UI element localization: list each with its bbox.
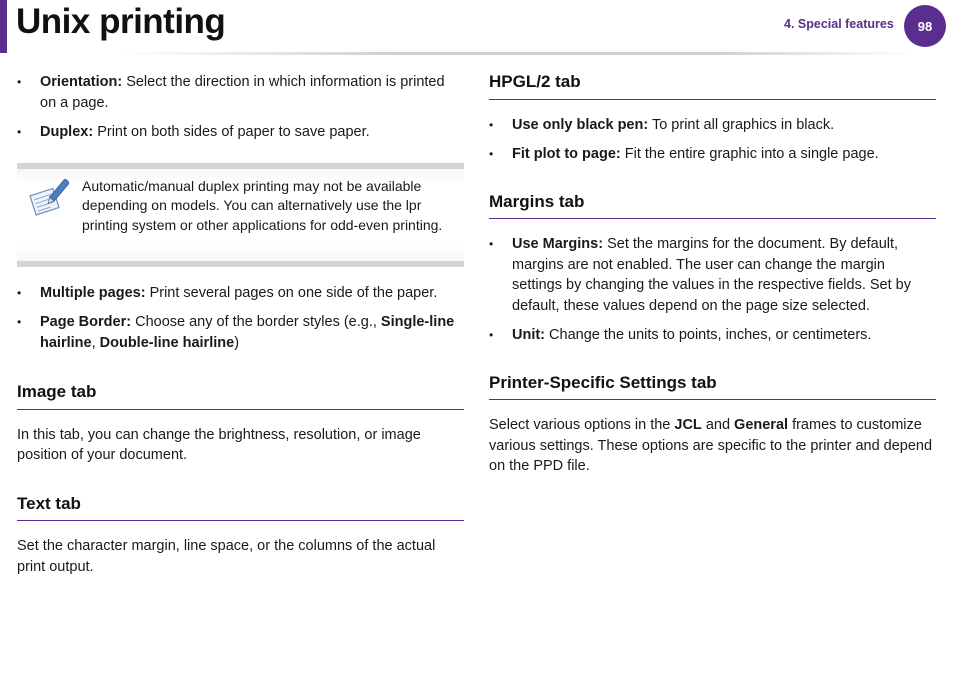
section-heading-printer-specific-tab: Printer-Specific Settings tab (489, 373, 936, 401)
page-title: Unix printing (16, 2, 226, 41)
printer-specific-body (489, 415, 936, 477)
hpgl-options-list (489, 115, 936, 165)
bold-term: JCL (674, 417, 702, 433)
margins-options-list (489, 234, 936, 346)
list-item (489, 115, 936, 136)
options-list-top (17, 72, 464, 143)
note-pencil-icon (27, 179, 69, 221)
section-heading-margins-tab: Margins tab (489, 192, 936, 220)
body-text: Select various options in the (489, 417, 675, 433)
section-heading-hpgl-tab: HPGL/2 tab (489, 72, 936, 100)
list-item (17, 72, 464, 113)
list-item (17, 312, 464, 353)
bullet-text: Fit the entire graphic into a single page. (620, 146, 879, 162)
bullet-term: Use only black pen: (512, 116, 649, 133)
bullet-text: Print several pages on one side of the paper. (145, 284, 438, 301)
bullet-term: Use Margins: (512, 236, 604, 252)
bullet-term: Fit plot to page: (512, 146, 621, 162)
bullet-text: Print on both sides of paper to save paper. (93, 124, 370, 140)
bullet-term: Unit: (512, 327, 546, 343)
bold-term: Single-line hairline (40, 314, 455, 351)
list-item (489, 144, 936, 165)
page-number: 98 (917, 18, 933, 34)
bullet-term: Page Border: (40, 314, 132, 330)
text-tab-body: Set the character margin, line space, or the columns of the actual print output. (17, 538, 436, 575)
bullet-text: Set the margins for the document. By default, margins are not enabled. The user can change the margin settings by changing the values in the respective fields. Set by default, these values depend on the page size selected. (512, 236, 911, 314)
list-item (17, 122, 464, 143)
right-column (489, 72, 936, 477)
left-column (17, 72, 464, 577)
bold-term: Double-line hairline (99, 334, 235, 351)
header-divider (120, 52, 914, 55)
bullet-text: Change the units to points, inches, or centimeters. (545, 327, 872, 343)
body-text: frames to customize various settings. These options are specific to the printer and depend on the PPD file. (489, 417, 933, 474)
chapter-label: 4. Special features (784, 17, 894, 31)
bullet-term: Duplex: (40, 124, 94, 140)
body-text: and (701, 417, 735, 433)
bullet-text: Select the direction in which information is printed on a page. (40, 74, 445, 111)
bold-term: General (734, 417, 789, 433)
options-list-bottom (17, 283, 464, 354)
section-heading-image-tab: Image tab (17, 382, 464, 410)
page-number-badge (904, 5, 946, 47)
header-accent-bar (0, 0, 7, 53)
bullet-text: ) (234, 334, 240, 351)
note-text: Automatic/manual duplex printing may not be available depending on models. You can alternatively use the lpr printing system or other applications for odd-even printing. (82, 177, 443, 234)
bullet-text: Choose any of the border styles (e.g., (131, 314, 381, 330)
section-heading-text-tab: Text tab (17, 494, 464, 522)
list-item (489, 234, 936, 316)
list-item (17, 283, 464, 304)
separator-text: , (91, 334, 100, 351)
note-box (17, 163, 464, 267)
list-item (489, 325, 936, 346)
bullet-term: Orientation: (40, 74, 123, 90)
bullet-term: Multiple pages: (40, 284, 146, 301)
image-tab-body: In this tab, you can change the brightness, resolution, or image position of your document. (17, 426, 421, 463)
bullet-text: To print all graphics in black. (648, 116, 835, 133)
